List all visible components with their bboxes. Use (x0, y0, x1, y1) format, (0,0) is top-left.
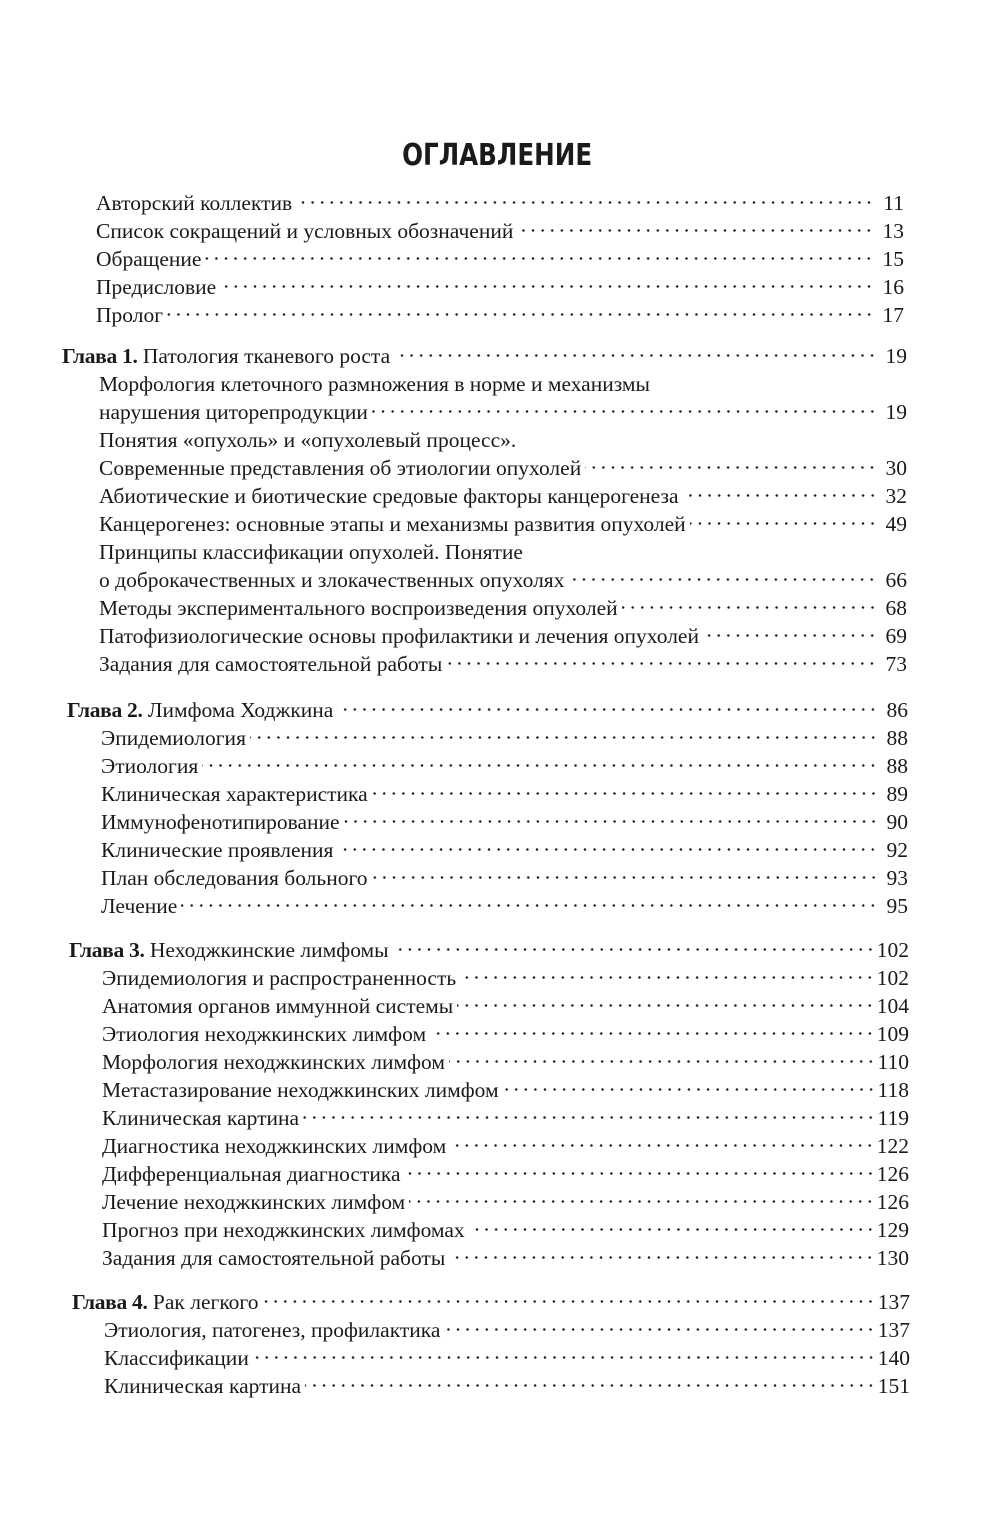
toc-entry[interactable] (102, 992, 909, 1020)
leader-dots (450, 1144, 875, 1147)
chapter-prefix: Глава 1. (62, 344, 138, 368)
toc-page-number: 66 (885, 568, 907, 592)
leader-dots (449, 1060, 876, 1063)
toc-page-number: 19 (885, 344, 907, 368)
toc-entry[interactable] (99, 622, 907, 650)
toc-entry-label: Лечение неходжкинских лимфом (102, 1190, 406, 1214)
toc-entry-label: Диагностика неходжкинских лимфом (102, 1134, 447, 1158)
toc-page-number: 140 (877, 1346, 910, 1370)
chapter-label (62, 342, 390, 370)
toc-entry[interactable] (102, 1048, 909, 1076)
toc-entry[interactable] (102, 1216, 909, 1244)
leader-dots (683, 494, 877, 497)
toc-entry-label: Клиническая картина (104, 1374, 302, 1398)
leader-dots (568, 578, 877, 581)
toc-entry-label: Список сокращений и условных обозначений (96, 219, 514, 243)
leader-dots (202, 764, 878, 767)
leader-dots (409, 1200, 875, 1203)
toc-page-number: 19 (885, 400, 907, 424)
toc-page-number: 30 (885, 456, 907, 480)
toc-page-number: 93 (886, 866, 908, 890)
toc-page-number: 109 (876, 1022, 909, 1046)
toc-entry[interactable] (102, 1132, 909, 1160)
toc-entry-label: Патофизиологические основы профилактики и лечения опухолей (99, 624, 699, 648)
leader-dots (372, 876, 878, 879)
toc-entry-label: Эпидемиология и распространенность (102, 966, 457, 990)
chapter-prefix: Глава 3. (69, 938, 145, 962)
toc-page-number: 11 (883, 191, 904, 215)
toc-entry[interactable] (104, 1372, 910, 1400)
toc-entry-label: Анатомия органов иммунной системы (102, 994, 454, 1018)
chapter-heading-2[interactable] (67, 696, 908, 724)
toc-entry-label: Предисловие (96, 275, 217, 299)
toc-entry-line[interactable]: Морфология клеточного размножения в норме и механизмы (99, 372, 650, 396)
toc-entry[interactable] (104, 1344, 910, 1372)
toc-entry-label: Клиническая характеристика (101, 782, 368, 806)
leader-dots (449, 1256, 874, 1259)
toc-entry[interactable] (102, 1244, 909, 1272)
toc-entry[interactable] (96, 217, 904, 245)
toc-page-number: 137 (877, 1318, 910, 1342)
toc-entry[interactable] (101, 752, 908, 780)
toc-entry[interactable] (96, 301, 904, 329)
leader-dots (337, 708, 878, 711)
leader-dots (690, 522, 877, 525)
toc-entry[interactable] (102, 1160, 909, 1188)
toc-page-number: 90 (886, 810, 908, 834)
chapter-label (69, 936, 389, 964)
toc-entry[interactable] (102, 1188, 909, 1216)
toc-entry-label: Этиология (101, 754, 199, 778)
toc-entry[interactable] (101, 808, 908, 836)
toc-page-number: 122 (876, 1134, 909, 1158)
leader-dots (262, 1300, 875, 1303)
toc-entry-label: Лечение (101, 894, 178, 918)
leader-dots (585, 466, 877, 469)
toc-entry-label: План обследования больного (101, 866, 368, 890)
toc-entry[interactable] (101, 724, 908, 752)
toc-entry[interactable] (102, 1020, 909, 1048)
toc-entry[interactable] (96, 245, 904, 273)
toc-entry-label: Абиотические и биотические средовые факторы канцерогенеза (99, 484, 679, 508)
leader-dots (250, 736, 878, 739)
toc-entry-label: Обращение (96, 247, 202, 271)
toc-page-number: 17 (882, 303, 904, 327)
toc-entry-label: Иммунофенотипирование (101, 810, 340, 834)
toc-entry-label: Клинические проявления (101, 838, 334, 862)
toc-page-number: 86 (886, 698, 908, 722)
toc-page-number: 88 (886, 754, 908, 778)
leader-dots (220, 285, 874, 288)
toc-entry[interactable] (96, 189, 904, 217)
toc-page-number: 92 (886, 838, 908, 862)
chapter-prefix: Глава 2. (67, 698, 143, 722)
leader-dots (205, 257, 874, 260)
toc-page-number: 118 (877, 1078, 909, 1102)
toc-page-number: 126 (876, 1162, 909, 1186)
toc-entry[interactable] (102, 1104, 909, 1132)
page-title: ОГЛАВЛЕНИЕ (402, 138, 593, 173)
toc-entry-line[interactable]: Понятия «опухоль» и «опухолевый процесс». (99, 428, 517, 452)
toc-page-number: 110 (877, 1050, 909, 1074)
leader-dots (430, 1032, 875, 1035)
toc-page-number: 104 (876, 994, 909, 1018)
toc-entry[interactable] (99, 650, 907, 678)
toc-entry-label: Канцерогенез: основные этапы и механизмы развития опухолей (99, 512, 686, 536)
toc-entry-label: Этиология, патогенез, профилактика (104, 1318, 441, 1342)
toc-entry[interactable] (101, 892, 908, 920)
chapter-heading-4[interactable] (72, 1288, 910, 1316)
toc-entry[interactable] (99, 482, 907, 510)
leader-dots (460, 976, 875, 979)
chapter-title: Рак легкого (147, 1290, 259, 1314)
toc-entry-label: Клиническая картина (102, 1106, 300, 1130)
leader-dots (469, 1228, 875, 1231)
toc-entry-label: Дифференциальная диагностика (102, 1162, 401, 1186)
toc-entry-label: Морфология неходжкинских лимфом (102, 1050, 445, 1074)
toc-page-number: 95 (886, 894, 908, 918)
leader-dots (167, 313, 874, 316)
toc-page-number: 88 (886, 726, 908, 750)
toc-page-number: 13 (882, 219, 904, 243)
toc-entry-line[interactable]: Принципы классификации опухолей. Понятие (99, 540, 523, 564)
toc-page-number: 73 (885, 652, 907, 676)
leader-dots (337, 848, 878, 851)
leader-dots (372, 792, 878, 795)
chapter-heading-1[interactable] (62, 342, 907, 370)
toc-page-number: 102 (876, 966, 909, 990)
leader-dots (703, 634, 877, 637)
toc-entry-label: Методы экспериментального воспроизведения опухолей (99, 596, 618, 620)
toc-page-number: 69 (885, 624, 907, 648)
toc-page-number: 137 (877, 1290, 910, 1314)
toc-entry[interactable] (99, 510, 907, 538)
chapter-title: Лимфома Ходжкина (142, 698, 334, 722)
toc-page-number: 49 (885, 512, 907, 536)
toc-entry-label: Эпидемиология (101, 726, 246, 750)
chapter-title: Неходжкинские лимфомы (144, 938, 389, 962)
toc-entry[interactable] (96, 273, 904, 301)
toc-page-number: 130 (876, 1246, 909, 1270)
leader-dots (372, 410, 877, 413)
chapter-prefix: Глава 4. (72, 1290, 148, 1314)
toc-entry-label: нарушения циторепродукции (99, 400, 368, 424)
toc-entry-label: Прогноз при неходжкинских лимфомах (102, 1218, 465, 1242)
toc-entry-label: Пролог (96, 303, 164, 327)
toc-page-number: 15 (882, 247, 904, 271)
toc-entry[interactable] (99, 594, 907, 622)
toc-entry-label: Классификации (104, 1346, 249, 1370)
toc-page-number: 129 (876, 1218, 909, 1242)
toc-entry-label: Этиология неходжкинских лимфом (102, 1022, 427, 1046)
leader-dots (181, 904, 878, 907)
leader-dots (394, 354, 877, 357)
toc-page-number: 68 (885, 596, 907, 620)
leader-dots (393, 948, 875, 951)
toc-entry[interactable] (101, 780, 908, 808)
leader-dots (444, 1328, 875, 1331)
toc-entry[interactable] (104, 1316, 910, 1344)
toc-entry-label: Метастазирование неходжкинских лимфом (102, 1078, 499, 1102)
leader-dots (253, 1356, 876, 1359)
toc-entry[interactable] (99, 566, 907, 594)
leader-dots (457, 1004, 875, 1007)
toc-entry-label: Авторский коллектив (96, 191, 293, 215)
toc-page-number: 89 (886, 782, 908, 806)
leader-dots (296, 201, 874, 204)
chapter-label (67, 696, 333, 724)
toc-entry-label: о доброкачественных и злокачественных опухолях (99, 568, 565, 592)
chapter-heading-3[interactable] (69, 936, 909, 964)
leader-dots (303, 1116, 876, 1119)
leader-dots (622, 606, 877, 609)
leader-dots (446, 662, 877, 665)
toc-entry[interactable] (101, 864, 908, 892)
toc-page-number: 126 (876, 1190, 909, 1214)
toc-entry[interactable] (99, 454, 907, 482)
toc-page-number: 119 (877, 1106, 909, 1130)
toc-page-number: 16 (882, 275, 904, 299)
leader-dots (517, 229, 874, 232)
toc-page-number: 102 (876, 938, 909, 962)
leader-dots (405, 1172, 875, 1175)
toc-entry[interactable] (101, 836, 908, 864)
toc-entry-label: Современные представления об этиологии опухолей (99, 456, 582, 480)
toc-entry[interactable] (99, 398, 907, 426)
toc-entry[interactable] (102, 1076, 909, 1104)
chapter-title: Патология тканевого роста (137, 344, 391, 368)
chapter-label (72, 1288, 258, 1316)
toc-entry[interactable] (102, 964, 909, 992)
toc-page-number: 151 (877, 1374, 910, 1398)
toc-entry-label: Задания для самостоятельной работы (102, 1246, 446, 1270)
toc-page-number: 32 (885, 484, 907, 508)
leader-dots (503, 1088, 876, 1091)
leader-dots (344, 820, 878, 823)
leader-dots (305, 1384, 876, 1387)
toc-entry-label: Задания для самостоятельной работы (99, 652, 443, 676)
